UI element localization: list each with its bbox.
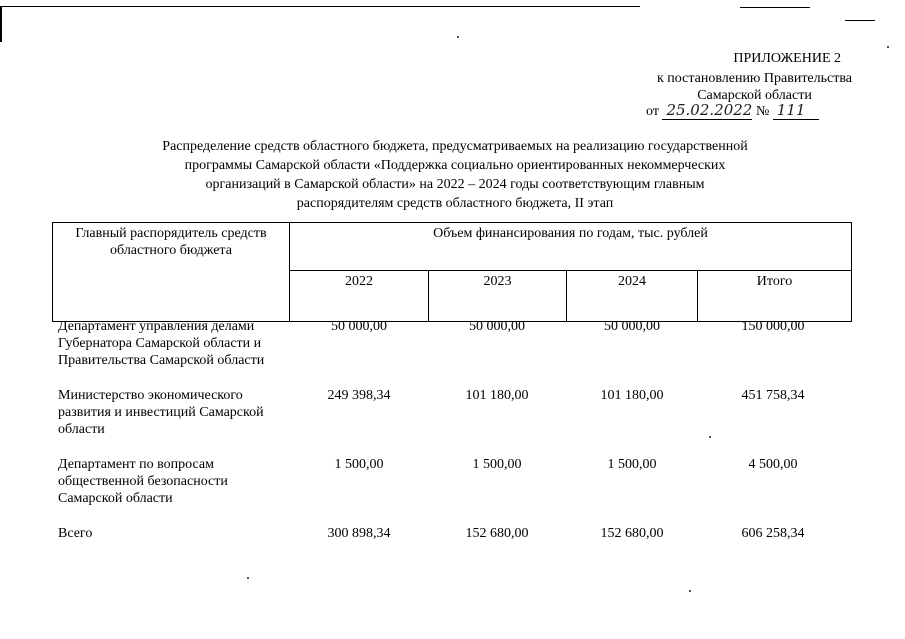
title-line: распорядителям средств областного бюджета, II этап [296, 196, 614, 211]
total-header: Итого [698, 271, 852, 322]
handwritten-date: 25.02.2022 [662, 102, 752, 120]
number-prefix: № [755, 104, 770, 119]
value-total: 150 000,00 [741, 319, 805, 334]
value-2024: 50 000,00 [604, 319, 660, 334]
appendix-region-line: Самарской области [697, 88, 812, 103]
value-total: 606 258,34 [741, 526, 805, 541]
value-2023: 101 180,00 [465, 388, 529, 403]
scan-speck [689, 590, 691, 592]
appendix-title: ПРИЛОЖЕНИЕ 2 [733, 51, 841, 66]
scan-speck [457, 36, 459, 38]
date-prefix: от [646, 104, 659, 119]
title-line: Распределение средств областного бюджета, предусматриваемых на реализацию государственной [162, 139, 748, 154]
date-number-line [646, 102, 846, 120]
distributor-name: Департамент управления делами Губернатора Самарской области и Правительства Самарской области [58, 319, 265, 368]
appendix-block [600, 50, 890, 119]
value-2023: 1 500,00 [472, 457, 522, 472]
value-2023: 50 000,00 [469, 319, 525, 334]
value-2023: 152 680,00 [465, 526, 529, 541]
value-2022: 300 898,34 [327, 526, 391, 541]
total-label: Всего [58, 526, 93, 541]
budget-table-header [52, 222, 852, 322]
distributor-name: Министерство экономического развития и инвестиций Самарской области [58, 388, 264, 437]
value-2024: 101 180,00 [600, 388, 664, 403]
title-line: организаций в Самарской области» на 2022 – 2024 годы соответствующим главным [205, 177, 705, 192]
main-distributor-header: Главный распорядитель средств областного бюджета [53, 223, 290, 322]
value-2022: 1 500,00 [334, 457, 384, 472]
document-title [110, 137, 800, 213]
title-line: программы Самарской области «Поддержка социально ориентированных некоммерческих [184, 158, 726, 173]
value-2024: 1 500,00 [607, 457, 657, 472]
value-total: 4 500,00 [748, 457, 798, 472]
scan-speck [709, 436, 711, 438]
year-header: 2024 [567, 271, 698, 322]
distributor-name: Департамент по вопросам общественной безопасности Самарской области [58, 457, 228, 506]
value-2022: 50 000,00 [331, 319, 387, 334]
scan-speck [247, 577, 249, 579]
year-header: 2023 [429, 271, 567, 322]
scan-speck [887, 46, 889, 48]
appendix-resolution-line: к постановлению Правительства [656, 71, 852, 86]
handwritten-number: 111 [773, 102, 819, 120]
year-header: 2022 [290, 271, 429, 322]
financing-header: Объем финансирования по годам, тыс. рублей [290, 223, 852, 271]
value-2024: 152 680,00 [600, 526, 664, 541]
value-2022: 249 398,34 [327, 388, 391, 403]
value-total: 451 758,34 [741, 388, 805, 403]
scan-border-left [0, 6, 2, 42]
